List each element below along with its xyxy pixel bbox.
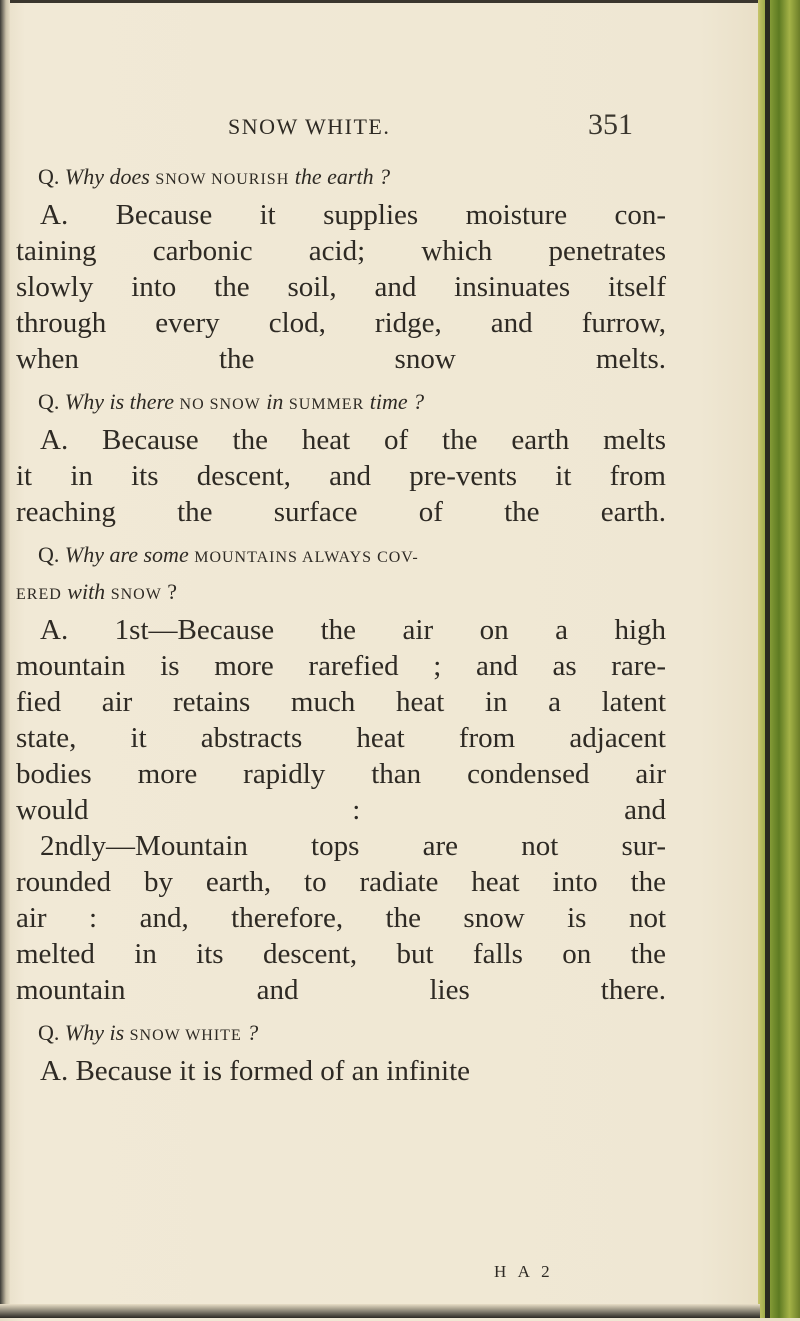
question-4: Q. Why is SNOW WHITE ? (38, 1020, 259, 1045)
answer-4: A. Because it is formed of an infinite (40, 1055, 471, 1087)
page-bottom-edge (0, 1304, 760, 1318)
question-2: Q. Why is there NO SNOW in SUMMER time ? (38, 389, 425, 414)
page-number: 351 (588, 108, 633, 141)
answer-1: A. Because it supplies moisture con- taining carbonic acid; which penetrates slowly into the soil, and insinuates itself through every clod, ridge, and furrow, when the snow melts. (16, 199, 666, 375)
page-left-edge (0, 0, 10, 1318)
question-3-continued: ERED with SNOW ? (16, 579, 178, 604)
page-header (0, 108, 760, 148)
answer-2: A. Because the heat of the earth melts it in its descent, and pre-vents it from reaching the surface of the earth. (16, 424, 666, 528)
question-3: Q. Why are some MOUNTAINS ALWAYS COV- (38, 542, 419, 567)
page-body (16, 160, 666, 1089)
question-1: Q. Why does SNOW NOURISH the earth ? (38, 164, 391, 189)
answer-3: A. 1st—Because the air on a high mountain is more rarefied ; and as rare- fied air retains much heat in a latent state, it abstracts heat from adjacent bodies more rapidly than condensed air would : and 2ndly—Mountain tops are not sur- rounded by earth, to radiate heat into the air : and, therefore, the snow is not melted in its descent, but falls on the mountain and lies there. (16, 614, 666, 1006)
spine-shadow (765, 0, 770, 1318)
signature-mark: H A 2 (494, 1262, 554, 1281)
running-head: SNOW WHITE. (228, 114, 391, 139)
